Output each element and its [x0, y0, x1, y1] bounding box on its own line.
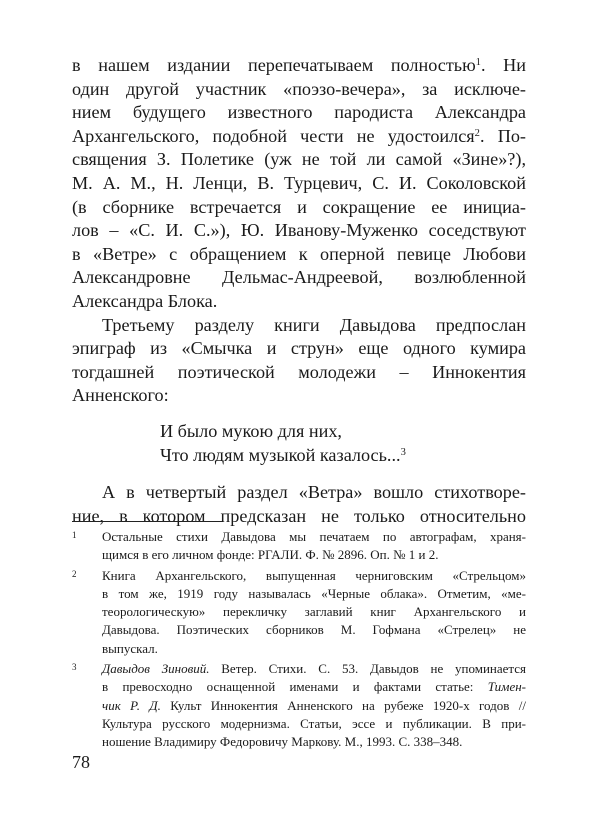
- footnote-line: в том же, 1919 году называлась «Черные облака». Отметим, «ме-: [102, 585, 526, 601]
- text-line: [72, 172, 526, 196]
- text-line-content: эпиграф из «Смычка и струн» еще одного кумира: [72, 338, 526, 359]
- text-line-content: священия З. Полетике (уж не той ли самой «Зине»?),: [72, 149, 526, 170]
- text-line-content: один другой участник «поэзо-вечера», за исключе-: [72, 78, 526, 99]
- footnotes: [72, 528, 526, 754]
- text-line: [72, 337, 526, 361]
- text-line-tail: . Ни: [480, 55, 526, 75]
- footnote-line: ношение Владимиру Федоровичу Маркову. М., 1993. С. 338–348.: [102, 734, 463, 750]
- text-line: [72, 314, 526, 338]
- text-line: [72, 54, 526, 78]
- text-line: [72, 196, 526, 220]
- footnote-line: чик Р. Д. Культ Иннокентия Анненского на рубеже 1920-х годов //: [102, 697, 526, 713]
- text-line: [72, 148, 526, 172]
- footnote-line: щимся в его личном фонде: РГАЛИ. Ф. № 2896. Оп. № 1 и 2.: [102, 547, 439, 563]
- text-line: [72, 361, 526, 385]
- footnote-number: 1: [72, 530, 77, 540]
- footnote-marker: 2: [474, 127, 480, 139]
- text-line-content: ние, в котором предсказан не только относительно: [72, 505, 526, 526]
- text-line: [72, 444, 526, 468]
- text-line: [72, 420, 526, 444]
- footnote: [72, 528, 526, 565]
- text-line-content: лов – «С. И. С.»), Ю. Иванову-Муженко соседствуют: [72, 220, 526, 241]
- text-line-tail: . По-: [479, 125, 526, 146]
- text-line: [72, 78, 526, 102]
- page-number: 78: [72, 752, 90, 772]
- footnote-line: Давыдов Зиновий. Ветер. Стихи. С. 53. Давыдов не упоминается: [102, 661, 526, 677]
- text-line: [72, 384, 526, 408]
- footnote-line: в превосходно оснащенной именами и фактами статье: Тимен-: [102, 679, 526, 695]
- footnote-rule: [72, 521, 222, 522]
- text-line-content: Третьему разделу книги Давыдова предпослан: [102, 314, 526, 335]
- footnote-line: теорологическую» перекличку заглавий книг Архангельского и: [102, 604, 526, 620]
- text-line-content: Архангельского, подобной чести не удостоился: [72, 125, 475, 146]
- text-line: [72, 481, 526, 505]
- footnote-number: 2: [72, 568, 77, 579]
- text-line-content: нием будущего известного пародиста Александра: [72, 102, 526, 123]
- main-text: [72, 54, 526, 528]
- text-line-content: тогдашней поэтической молодежи – Иннокентия: [72, 361, 526, 382]
- text-line-content: И было мукою для них,: [160, 420, 342, 441]
- footnote: [72, 660, 526, 751]
- footnote-line: Остальные стихи Давыдова мы печатаем по автографам, храня-: [102, 529, 526, 544]
- text-line-content: Что людям музыкой казалось...: [160, 444, 401, 465]
- footnote-line: Книга Архангельского, выпущенная черниговским «Стрельцом»: [102, 567, 526, 583]
- footnote-line: Культура русского модернизма. Статьи, эссе и публикации. В при-: [102, 715, 526, 731]
- text-line: [72, 243, 526, 267]
- text-line: [72, 219, 526, 243]
- footnote: [72, 567, 526, 658]
- text-line-content: Александровне Дельмас-Андреевой, возлюбленной: [72, 267, 526, 288]
- text-line: [72, 266, 526, 290]
- text-line-content: Анненского:: [72, 385, 169, 406]
- text-line-content: в нашем издании перепечатываем полностью: [72, 55, 476, 75]
- text-line: [72, 101, 526, 125]
- text-line: [72, 505, 526, 529]
- footnote-marker: 1: [475, 57, 481, 69]
- text-line: [72, 125, 526, 149]
- text-line-content: (в сборнике встречается и сокращение ее инициа-: [72, 196, 526, 217]
- text-line-content: Александра Блока.: [72, 290, 218, 311]
- footnote-number: 3: [72, 662, 77, 673]
- footnote-line: Давыдова. Поэтических сборников М. Гофмана «Стрелец» не: [102, 622, 526, 638]
- text-line-content: М. А. М., Н. Ленци, В. Турцевич, С. И. Соколовской: [72, 172, 526, 193]
- footnote-marker: 3: [400, 446, 406, 458]
- text-line-content: А в четвертый раздел «Ветра» вошло стихотворе-: [102, 482, 526, 503]
- footnote-line: выпускал.: [102, 640, 158, 656]
- text-line-content: в «Ветре» с обращением к оперной певице Любови: [72, 243, 526, 264]
- text-line: [72, 290, 526, 314]
